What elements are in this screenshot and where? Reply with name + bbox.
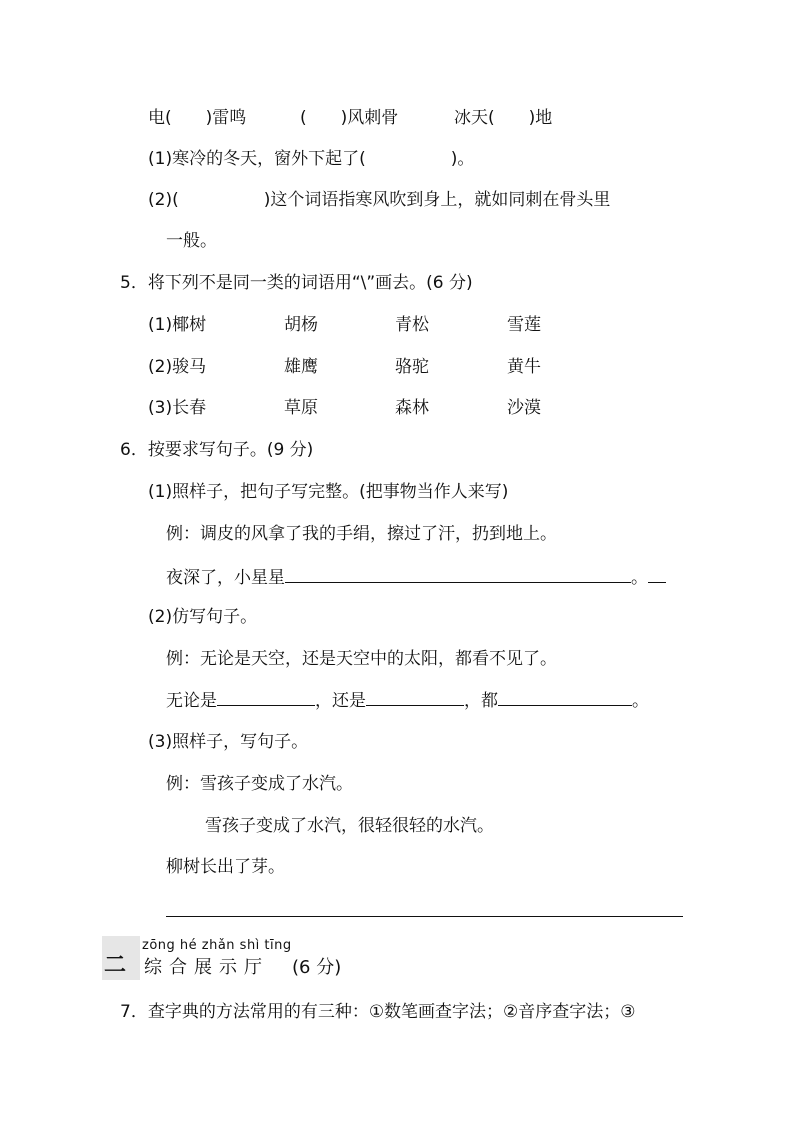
q6-3-answer-line[interactable] [166,916,683,917]
q5-row1-word4: 雪莲 [507,315,541,335]
q6-title: 6．按要求写句子。(9 分) [120,440,314,460]
q5-title: 5．将下列不是同一类的词语用“\”画去。(6 分) [120,273,473,293]
q6-2-blank-3[interactable] [498,689,632,706]
q5-row3-word2: 草原 [284,398,318,418]
q6-1-title: (1)照样子，把句子写完整。(把事物当作人来写) [148,482,509,502]
q6-2-part3: ，都 [464,691,498,711]
q5-row2-word3: 骆驼 [395,357,429,377]
section-title: 综合展示厅 [144,957,269,978]
q5-row2-word4: 黄牛 [507,357,541,377]
q5-row1-word2: 胡杨 [284,315,318,335]
q6-3-example-2: 雪孩子变成了水汽，很轻很轻的水汽。 [205,816,494,836]
q6-1-example: 例：调皮的风拿了我的手绢，擦过了汗，扔到地上。 [166,524,557,544]
q5-row1-word1: (1)椰树 [148,315,207,335]
q5-row3-word4: 沙漠 [507,398,541,418]
q6-1-prompt: 夜深了，小星星 [166,568,285,588]
q6-3-title: (3)照样子，写句子。 [148,732,309,752]
q4-sentence-2: (2)( )这个词语指寒风吹到身上，就如同刺在骨头里 [148,190,611,210]
q6-1-period: 。 [631,568,648,588]
q6-3-example-1: 例：雪孩子变成了水汽。 [166,774,353,794]
q6-2-period: 。 [632,691,649,711]
section-score: (6 分) [292,957,342,978]
q6-2-part1: 无论是 [166,691,217,711]
q6-2-blank-1[interactable] [217,689,315,706]
q7-text: 7．查字典的方法常用的有三种：①数笔画查字法；②音序查字法；③ [120,1002,636,1022]
q4-sentence-1: (1)寒冷的冬天，窗外下起了( )。 [148,149,475,169]
section-number: 二 [104,953,127,978]
q5-row2-word1: (2)骏马 [148,357,207,377]
q6-3-prompt: 柳树长出了芽。 [166,857,285,877]
q4-word-3: 冰天( )地 [454,108,553,128]
q5-row1-word3: 青松 [395,315,429,335]
q5-row2-word2: 雄鹰 [284,357,318,377]
q6-2-answer-line [166,689,649,712]
section-pinyin: zōng hé zhǎn shì tīng [142,938,292,953]
q5-row3-word1: (3)长春 [148,398,207,418]
q6-2-part2: ，还是 [315,691,366,711]
q6-2-title: (2)仿写句子。 [148,607,258,627]
q5-row3-word3: 森林 [395,398,429,418]
q6-1-blank[interactable] [285,566,631,583]
q6-2-example: 例：无论是天空，还是天空中的太阳，都看不见了。 [166,649,557,669]
q4-word-1: 电( )雷鸣 [148,108,247,128]
q4-word-2: ( )风刺骨 [300,108,399,128]
q6-1-blank-tail [648,566,666,583]
q6-1-answer-line [166,566,666,589]
q6-2-blank-2[interactable] [366,689,464,706]
q4-sentence-2-cont: 一般。 [166,231,217,251]
section-header [102,934,342,980]
